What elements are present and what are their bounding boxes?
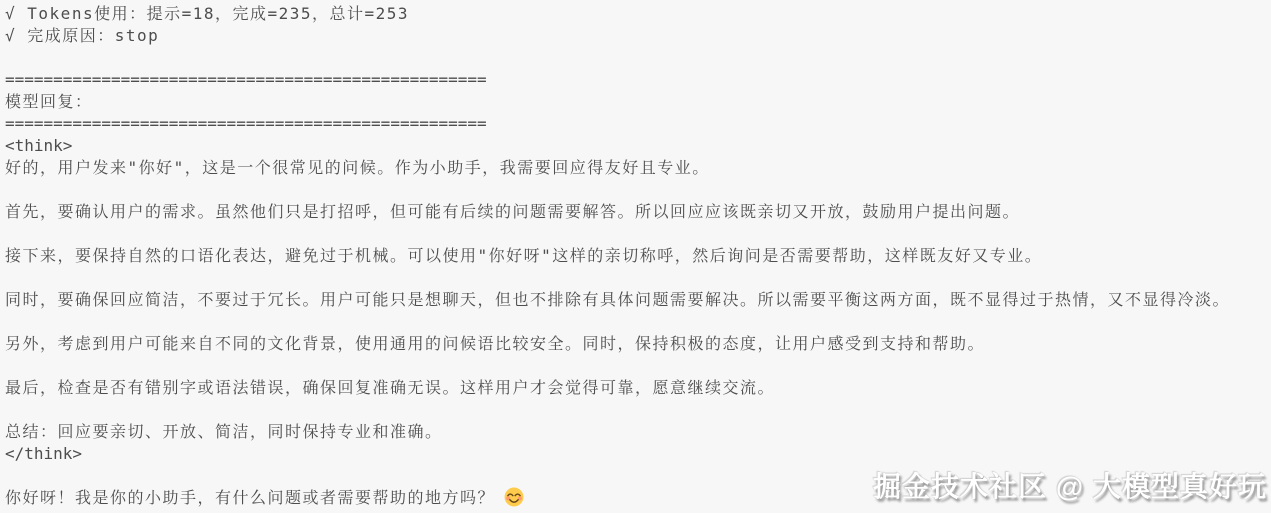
spacer: [5, 311, 1271, 333]
think-close-tag: </think>: [5, 444, 83, 463]
spacer: [5, 179, 1271, 201]
finish-reason-text: 完成原因：stop: [27, 26, 160, 45]
think-paragraph: 接下来，要保持自然的口语化表达，避免过于机械。可以使用"你好呀"这样的亲切称呼，然后询问是否需要帮助，这样既友好又专业。: [5, 246, 1043, 265]
spacer: [5, 355, 1271, 377]
check-icon: √: [5, 4, 17, 23]
spacer: [5, 399, 1271, 421]
think-paragraph: 另外，考虑到用户可能来自不同的文化背景，使用通用的问候语比较安全。同时，保持积极的态度，让用户感受到支持和帮助。: [5, 334, 986, 353]
spacer: [5, 47, 1271, 69]
divider-top: ==================================================: [5, 70, 487, 89]
think-paragraph: 同时，要确保回应简洁，不要过于冗长。用户可能只是想聊天，但也不排除有具体问题需要解决。所以需要平衡这两方面，既不显得过于热情，又不显得冷淡。: [5, 290, 1231, 309]
tokens-usage-text: Tokens使用：提示=18，完成=235，总计=253: [27, 4, 410, 23]
think-paragraph: 最后，检查是否有错别字或语法错误，确保回复准确无误。这样用户才会觉得可靠，愿意继续交流。: [5, 378, 776, 397]
assistant-reply-text: 你好呀！我是你的小助手，有什么问题或者需要帮助的地方吗？: [5, 488, 496, 507]
spacer: [5, 223, 1271, 245]
finish-reason-line: [5, 25, 1271, 47]
divider-bottom: ==================================================: [5, 114, 487, 133]
smiling-emoji-icon: [504, 487, 524, 513]
spacer: [5, 267, 1271, 289]
think-paragraph: 首先，要确认用户的需求。虽然他们只是打招呼，但可能有后续的问题需要解答。所以回应应该既亲切又开放，鼓励用户提出问题。: [5, 202, 1021, 221]
think-open-tag: <think>: [5, 136, 73, 155]
check-icon: √: [5, 26, 17, 45]
think-paragraph: 好的，用户发来"你好"，这是一个很常见的问候。作为小助手，我需要回应得友好且专业。: [5, 158, 710, 177]
tokens-usage-line: [5, 3, 1271, 25]
watermark: 掘金技术社区 @ 大模型真好玩: [873, 471, 1267, 502]
reply-header: 模型回复：: [5, 92, 93, 111]
think-summary: 总结：回应要亲切、开放、简洁，同时保持专业和准确。: [5, 422, 443, 441]
